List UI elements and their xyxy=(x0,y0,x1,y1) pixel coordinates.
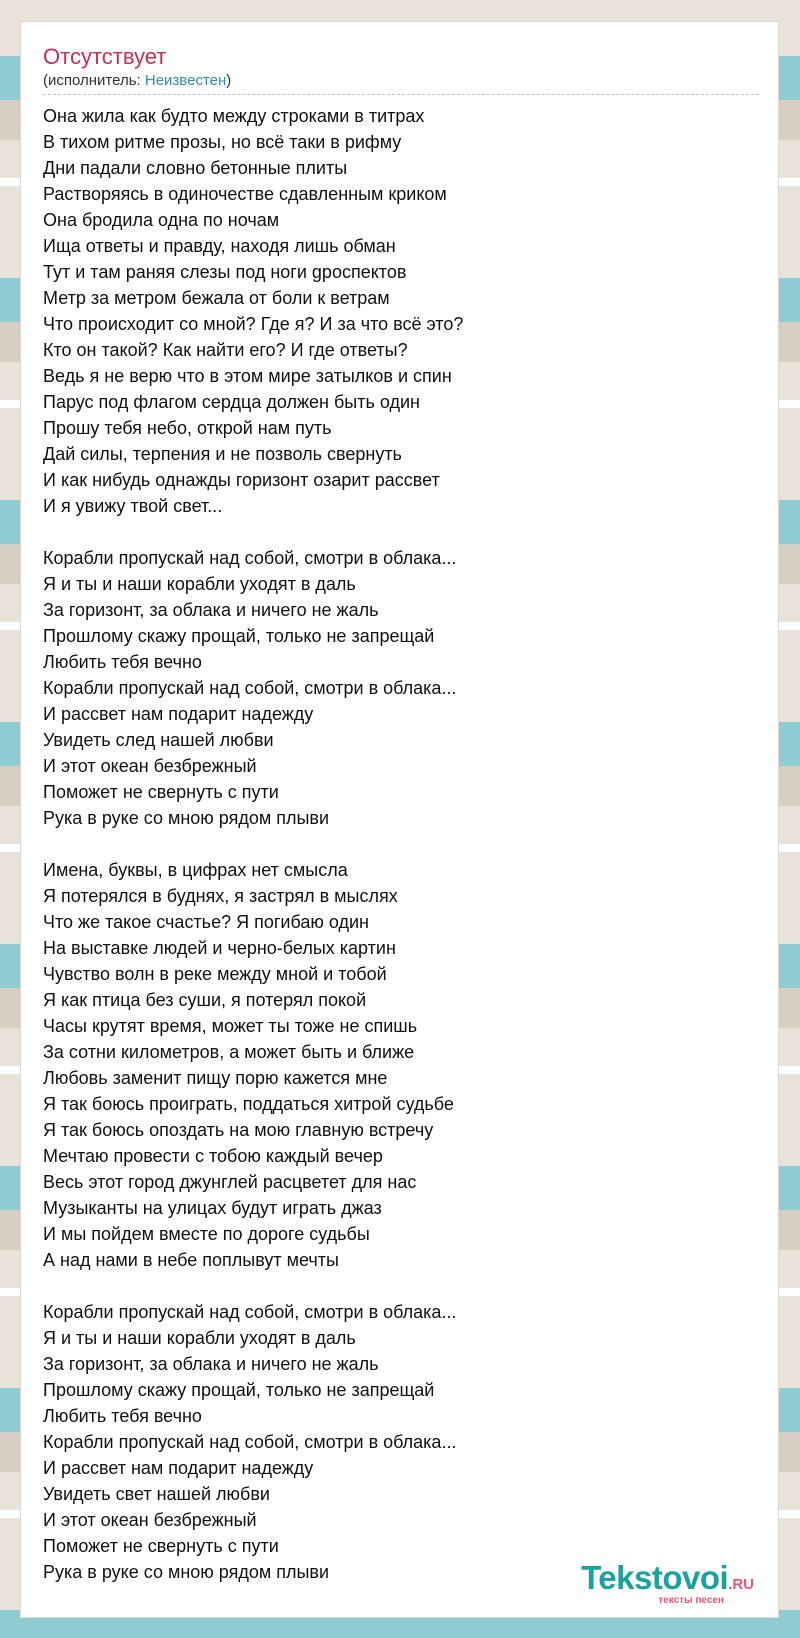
lyric-line: В тихом ритме прозы, но всё таки в рифму xyxy=(43,132,402,152)
lyric-line: Прошлому скажу прощай, только не запрещай xyxy=(43,626,435,646)
lyric-line: Она жила как будто между строками в титрах xyxy=(43,106,425,126)
lyric-line: Любить тебя вечно xyxy=(43,1406,202,1426)
artist-line xyxy=(43,72,231,89)
lyric-line: Дай силы, терпения и не позволь свернуть xyxy=(43,444,402,464)
lyric-line: И рассвет нам подарит надежду xyxy=(43,1458,314,1478)
lyric-line: Кто он такой? Как найти его? И где ответы? xyxy=(43,340,408,360)
lyric-line: И я увижу твой свет... xyxy=(43,496,223,516)
lyric-line: Корабли пропускай над собой, смотри в облака... xyxy=(43,1302,457,1322)
lyric-line: Парус под флагом сердца должен быть один xyxy=(43,392,420,412)
lyric-line: Часы крутят время, может ты тоже не спишь xyxy=(43,1016,418,1036)
lyrics-stanza xyxy=(43,103,743,519)
logo-name: Tekstovoi xyxy=(581,1559,729,1596)
lyrics-body xyxy=(43,103,743,1585)
lyric-line: Я и ты и наши корабли уходят в даль xyxy=(43,574,356,594)
title-divider xyxy=(43,94,759,95)
lyric-line: Ища ответы и правду, находя лишь обман xyxy=(43,236,396,256)
lyric-line: За сотни километров, а может быть и ближе xyxy=(43,1042,415,1062)
lyric-line: Я потерялся в буднях, я застрял в мыслях xyxy=(43,886,398,906)
artist-link[interactable]: Неизвестен xyxy=(144,72,227,89)
lyric-line: Имена, буквы, в цифрах нет смысла xyxy=(43,860,348,880)
lyric-line: Рука в руке со мною рядом плыви xyxy=(43,808,330,828)
artist-suffix: ) xyxy=(226,72,232,89)
lyric-line: Корабли пропускай над собой, смотри в облака... xyxy=(43,1432,457,1452)
lyrics-stanza xyxy=(43,857,743,1273)
lyric-line: Любовь заменит пищу порю кажется мне xyxy=(43,1068,388,1088)
lyrics-stanza xyxy=(43,545,743,831)
lyric-line: И мы пойдем вместе по дороге судьбы xyxy=(43,1224,370,1244)
lyric-line: Метр за метром бежала от боли к ветрам xyxy=(43,288,390,308)
lyric-line: Поможет не свернуть с пути xyxy=(43,782,279,802)
logo-tagline: тексты песен xyxy=(658,1595,724,1606)
lyric-line: И этот океан безбрежный xyxy=(43,756,257,776)
lyric-line: Чувство волн в реке между мной и тобой xyxy=(43,964,387,984)
lyric-line: Увидеть свет нашей любви xyxy=(43,1484,270,1504)
lyric-line: За горизонт, за облака и ничего не жаль xyxy=(43,1354,379,1374)
lyric-line: Что происходит со мной? Где я? И за что всё это? xyxy=(43,314,464,334)
lyric-line: Любить тебя вечно xyxy=(43,652,202,672)
lyric-line: За горизонт, за облака и ничего не жаль xyxy=(43,600,379,620)
lyric-line: Рука в руке со мною рядом плыви xyxy=(43,1562,330,1582)
site-logo[interactable] xyxy=(581,1561,754,1607)
lyric-line: И рассвет нам подарит надежду xyxy=(43,704,314,724)
lyric-line: Мечтаю провести с тобою каждый вечер xyxy=(43,1146,383,1166)
lyrics-card xyxy=(20,21,779,1618)
lyric-line: Корабли пропускай над собой, смотри в облака... xyxy=(43,678,457,698)
lyric-line: Увидеть след нашей любви xyxy=(43,730,274,750)
song-title: Отсутствует xyxy=(43,44,167,69)
lyric-line: Прошу тебя небо, открой нам путь xyxy=(43,418,332,438)
logo-domain: .RU xyxy=(728,1576,754,1593)
lyric-line: Я как птица без суши, я потерял покой xyxy=(43,990,367,1010)
lyrics-stanza xyxy=(43,1299,743,1585)
lyric-line: Весь этот город джунглей расцветет для нас xyxy=(43,1172,417,1192)
lyric-line: А над нами в небе поплывут мечты xyxy=(43,1250,339,1270)
lyric-line: Я так боюсь проиграть, поддаться хитрой судьбе xyxy=(43,1094,454,1114)
lyric-line: Музыканты на улицах будут играть джаз xyxy=(43,1198,382,1218)
lyric-line: Растворяясь в одиночестве сдавленным криком xyxy=(43,184,447,204)
artist-prefix: (исполнитель: xyxy=(43,72,145,89)
lyric-line: Тут и там раняя слезы под ноги gроспектов xyxy=(43,262,407,282)
lyric-line: На выставке людей и черно-белых картин xyxy=(43,938,396,958)
lyric-line: И как нибудь однажды горизонт озарит рассвет xyxy=(43,470,440,490)
lyric-line: Я и ты и наши корабли уходят в даль xyxy=(43,1328,356,1348)
lyric-line: И этот океан безбрежный xyxy=(43,1510,257,1530)
lyric-line: Прошлому скажу прощай, только не запрещай xyxy=(43,1380,435,1400)
lyric-line: Она бродила одна по ночам xyxy=(43,210,280,230)
lyric-line: Я так боюсь опоздать на мою главную встречу xyxy=(43,1120,434,1140)
lyric-line: Корабли пропускай над собой, смотри в облака... xyxy=(43,548,457,568)
lyric-line: Дни падали словно бетонные плиты xyxy=(43,158,348,178)
lyric-line: Поможет не свернуть с пути xyxy=(43,1536,279,1556)
lyric-line: Ведь я не верю что в этом мире затылков и спин xyxy=(43,366,452,386)
lyric-line: Что же такое счастье? Я погибаю один xyxy=(43,912,369,932)
